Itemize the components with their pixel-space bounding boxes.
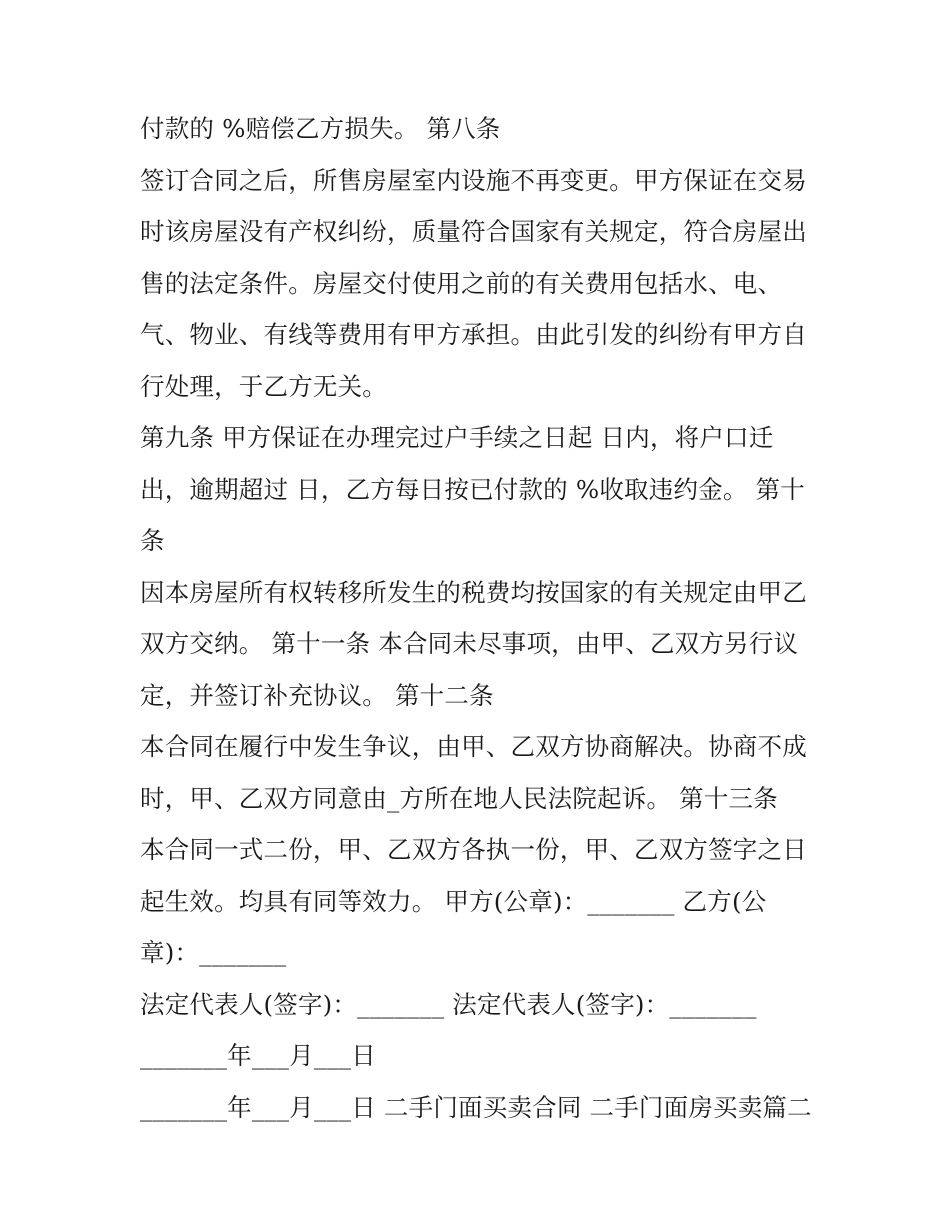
text-line: 本合同一式二份，甲、乙双方各执一份，甲、乙双方签字之日 xyxy=(140,835,807,864)
text-line: 付款的 %赔偿乙方损失。 第八条 xyxy=(140,114,501,143)
text-line: 双方交纳。 第十一条 本合同未尽事项，由甲、乙双方另行议 xyxy=(140,629,799,658)
text-line: 定，并签订补充协议。 第十二条 xyxy=(140,680,494,710)
text-line: 法定代表人(签字)：_______ 法定代表人(签字)：_______ xyxy=(140,989,757,1019)
text-line: 时，甲、乙双方同意由_方所在地人民法院起诉。 第十三条 xyxy=(140,783,778,813)
text-line: 行处理，于乙方无关。 xyxy=(140,371,387,401)
text-line: 章)：_______ xyxy=(140,938,287,967)
text-line: 出，逾期超过 日，乙方每日按已付款的 %收取违约金。 第十 xyxy=(140,474,805,504)
text-line: 起生效。均具有同等效力。 甲方(公章)：_______ 乙方(公 xyxy=(140,886,767,916)
text-line: 签订合同之后，所售房屋室内设施不再变更。甲方保证在交易 xyxy=(140,165,807,195)
text-line: 因本房屋所有权转移所发生的税费均按国家的有关规定由甲乙 xyxy=(140,577,807,607)
text-line: _______年___月___日 xyxy=(140,1041,376,1070)
text-line: 本合同在履行中发生争议，由甲、乙双方协商解决。协商不成 xyxy=(140,732,807,761)
text-line: 第九条 甲方保证在办理完过户手续之日起 日内，将户口迁 xyxy=(140,423,774,452)
text-line: 气、物业、有线等费用有甲方承担。由此引发的纠纷有甲方自 xyxy=(140,320,807,349)
text-line: 售的法定条件。房屋交付使用之前的有关费用包括水、电、 xyxy=(140,268,783,298)
contract-body-text xyxy=(140,107,820,1137)
text-line: _______年___月___日 二手门面买卖合同 二手门面房买卖篇二 xyxy=(140,1092,812,1122)
text-line: 条 xyxy=(140,526,165,555)
text-line: 时该房屋没有产权纠纷，质量符合国家有关规定，符合房屋出 xyxy=(140,217,807,246)
